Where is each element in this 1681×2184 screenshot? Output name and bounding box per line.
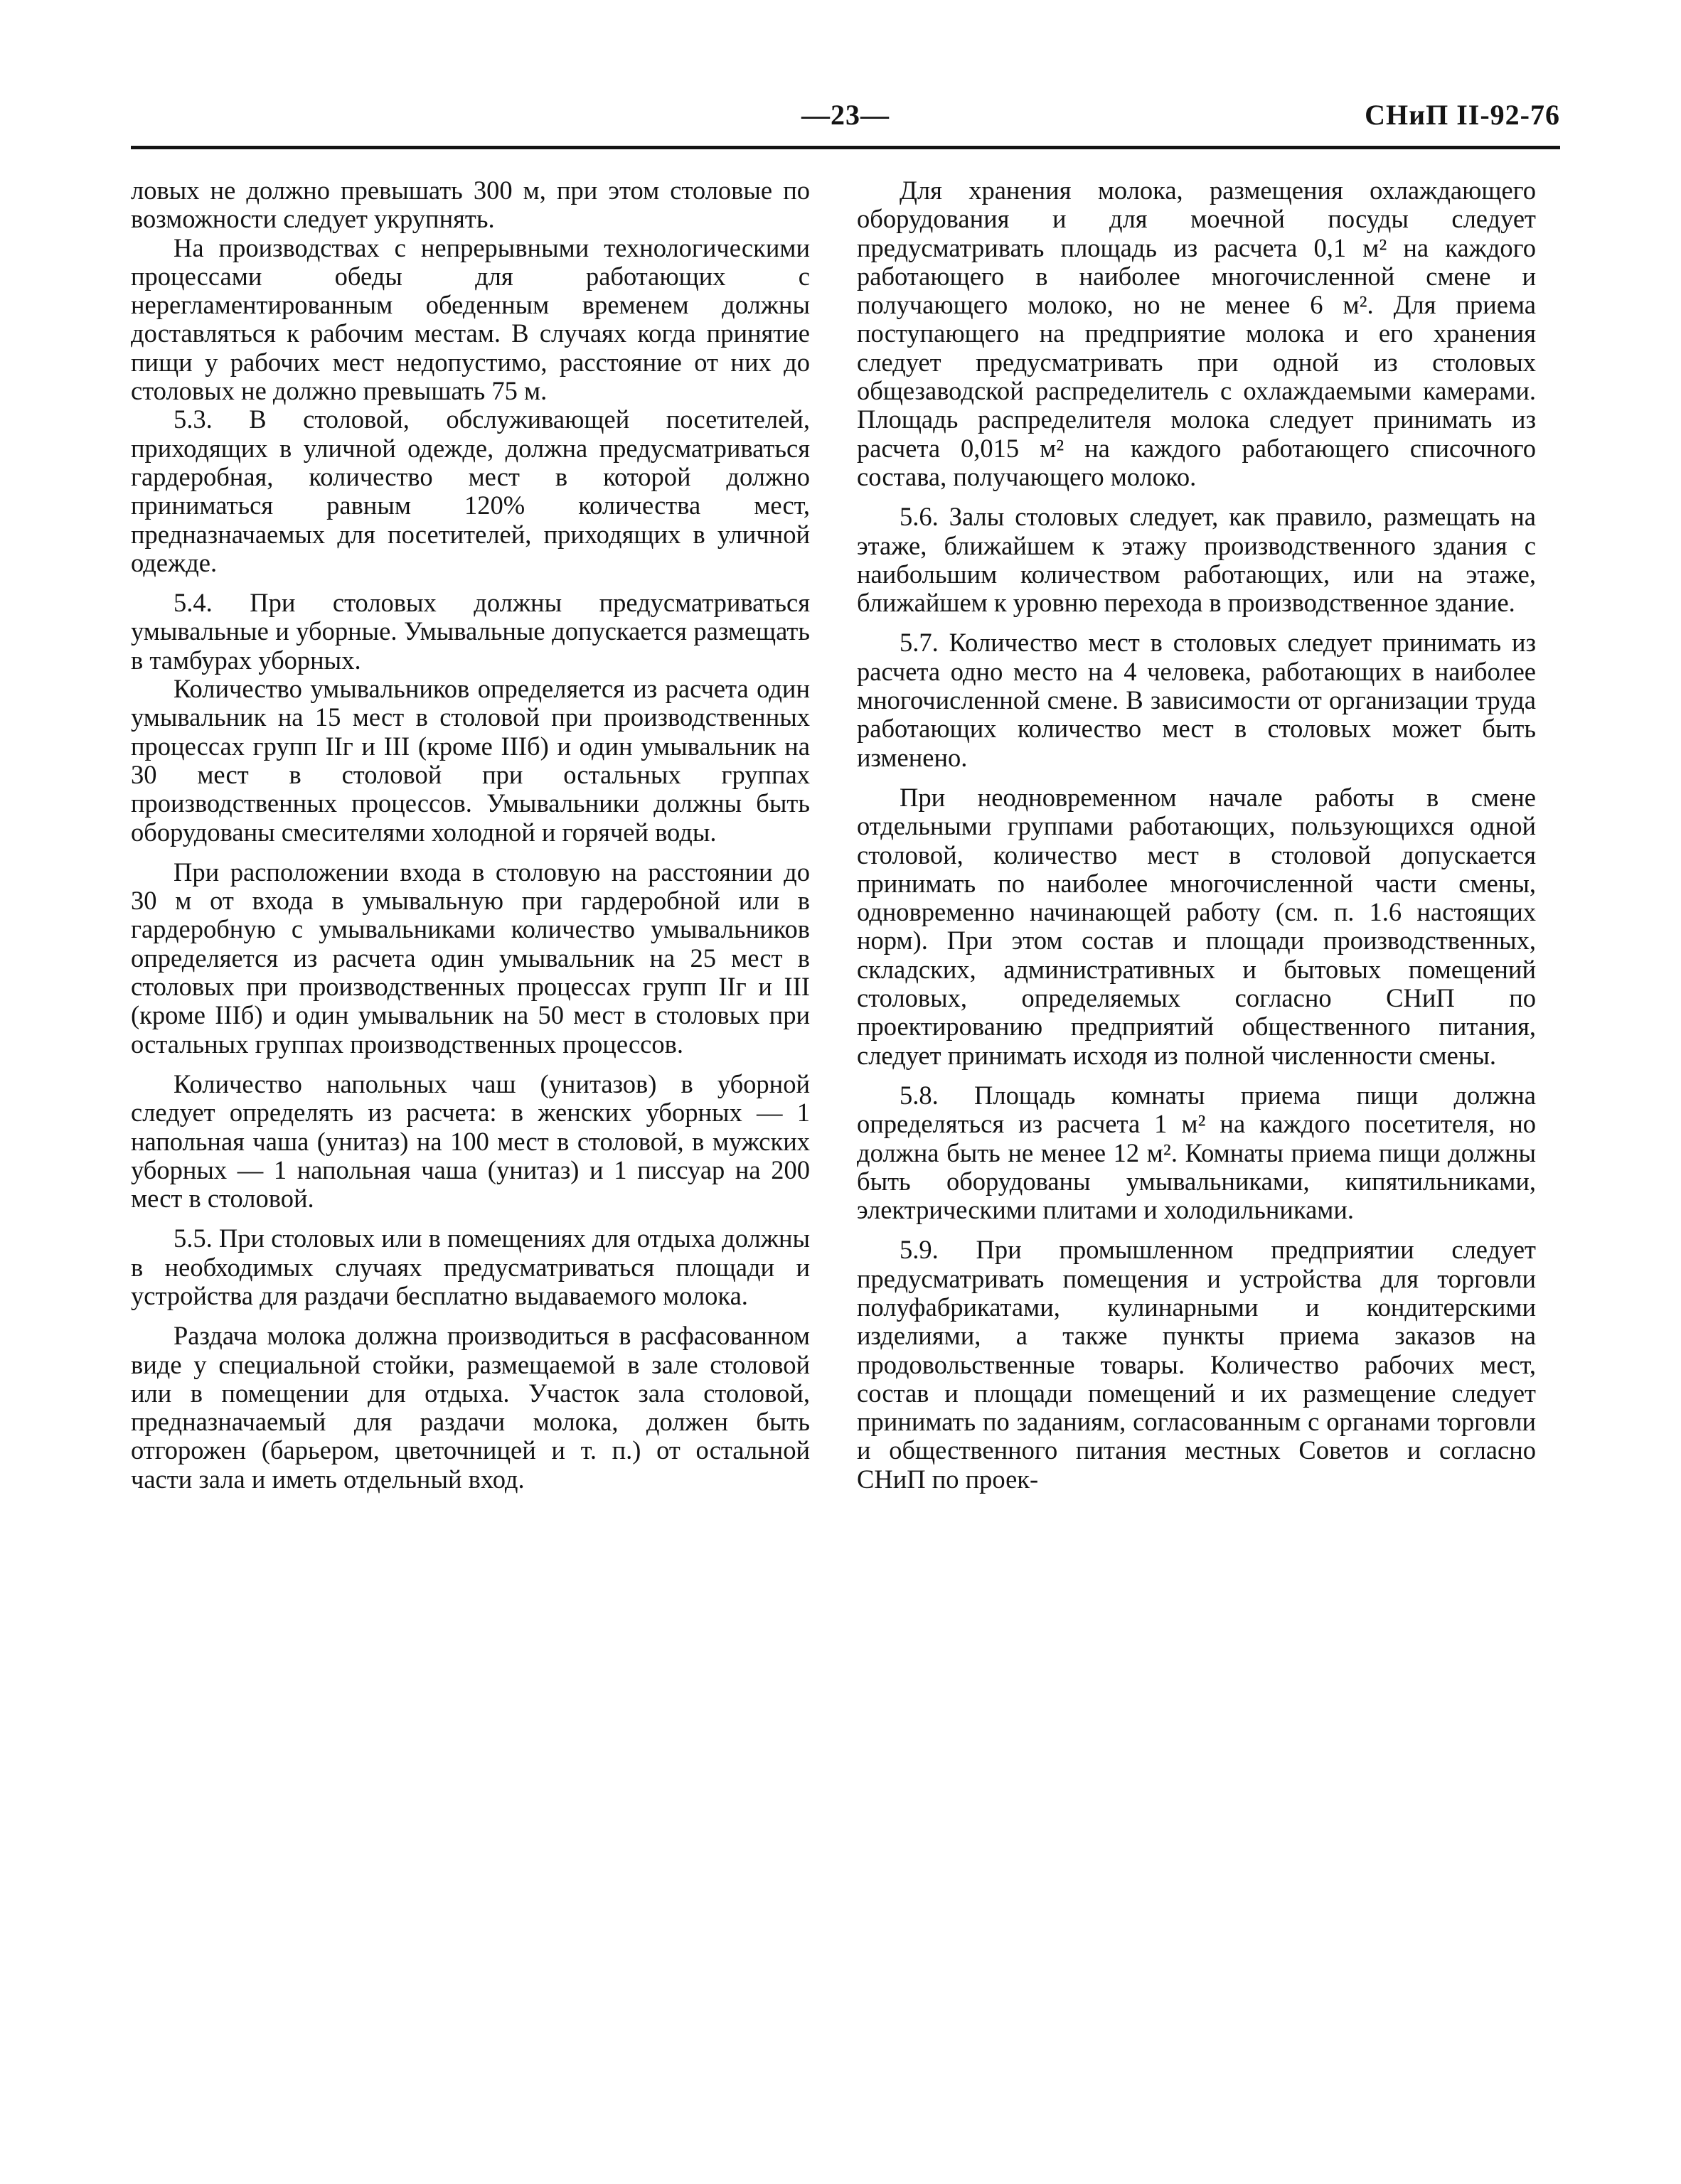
page-header: [131, 98, 1560, 141]
paragraph: На производствах с непрерывными технологическими процессами обеды для работающих с нерегламентированным обеденным временем должны доставляться к рабочим местам. В случаях когда принятие пищи у рабочих мест недопустимо, расстояние от них до столовых не должно превышать 75 м.: [131, 232, 810, 406]
right-column: [857, 176, 1536, 1494]
page-number: —23—: [801, 99, 890, 131]
paragraph: Для хранения молока, размещения охлаждающего оборудования и для моечной посуды следует предусматривать площадь из расчета 0,1 м² на каждого работающего в наиболее многочисленной смене и получающего молоко, но не менее 6 м². Для приема поступающего на предприятие молока и его хранения следует предусматривать при одной из столовых общезаводской распределитель с охлаждаемыми камерами. Площадь распределителя молока следует принимать из расчета 0,015 м² на каждого работающего списочного состава, получающего молоко.: [857, 176, 1536, 491]
paragraph-text: При промышленном предприятии следует предусматривать помещения и устройства для торговли полуфабрикатами, кулинарными и кондитерскими изделиями, а также пункты приема заказов на продовольственные товары. Количество рабочих мест, состав и площади помещений и их размещение следует принимать по заданиям, согласованным с органами торговли и общественного питания местных Советов и согласно СНиП по проек-: [857, 1235, 1537, 1494]
section-paragraph-5-3: [131, 405, 810, 577]
section-paragraph-5-8: [857, 1081, 1536, 1224]
section-number: 5.4.: [174, 588, 213, 618]
paragraph-text: При столовых должны предусматриваться умывальные и уборные. Умывальные допускается размещать в тамбурах уборных.: [131, 588, 810, 675]
section-number: 5.8.: [900, 1080, 939, 1110]
section-paragraph-5-5: [131, 1224, 810, 1310]
section-number: 5.5.: [174, 1224, 213, 1253]
left-column: [131, 176, 810, 1494]
section-number: 5.9.: [900, 1235, 939, 1265]
paragraph-text: При столовых или в помещениях для отдыха должны в необходимых случаях предусматриваться площади и устройства для раздачи бесплатно выдаваемого молока.: [131, 1224, 811, 1310]
paragraph: ловых не должно превышать 300 м, при этом столовые по возможности следует укрупнять.: [131, 176, 810, 234]
section-number: 5.3.: [174, 405, 213, 434]
section-number: 5.6.: [900, 502, 939, 532]
section-number: 5.7.: [900, 628, 939, 658]
paragraph: Раздача молока должна производиться в расфасованном виде у специальной стойки, размещаемой в зале столовой или в помещении для отдыха. Участок зала столовой, предназначаемый для раздачи молока, должен быть отгорожен (барьером, цветочницей и т. п.) от остальной части зала и иметь отдельный вход.: [131, 1321, 810, 1494]
paragraph-text: Площадь комнаты приема пищи должна определяться из расчета 1 м² на каждого посетителя, но должна быть не менее 12 м². Комнаты приема пищи должны быть оборудованы умывальниками, кипятильниками, электрическими плитами и холодильниками.: [857, 1080, 1536, 1225]
paragraph-text: В столовой, обслуживающей посетителей, приходящих в уличной одежде, должна предусматриваться гардеробная, количество мест в которой должно приниматься равным 120% количества мест, предназначаемых для посетителей, приходящих в уличной одежде.: [131, 405, 810, 577]
section-paragraph-5-9: [857, 1236, 1536, 1494]
section-paragraph-5-4: [131, 589, 810, 675]
paragraph: При неодновременном начале работы в смене отдельными группами работающих, пользующихся одной столовой, количество мест в столовой допускается принимать по наиболее многочисленной части смены, одновременно начинающей работу (см. п. 1.6 настоящих норм). При этом состав и площади производственных, складских, административных и бытовых помещений столовых, определяемых согласно СНиП по проектированию предприятий общественного питания, следует принимать исходя из полной численности смены.: [857, 782, 1536, 1070]
paragraph: Количество умывальников определяется из расчета один умывальник на 15 мест в столовой при производственных процессах групп IIг и III (кроме IIIб) и один умывальник на 30 мест в столовой при остальных группах производственных процессов. Умывальники должны быть оборудованы смесителями холодной и горячей воды.: [131, 674, 810, 847]
paragraph: Количество напольных чаш (унитазов) в уборной следует определять из расчета: в женских уборных — 1 напольная чаша (унитаз) на 100 мест в столовой, в мужских уборных — 1 напольная чаша (унитаз) и 1 писсуар на 200 мест в столовой.: [131, 1069, 810, 1214]
header-rule: [131, 146, 1560, 149]
paragraph-text: Количество мест в столовых следует принимать из расчета одно место на 4 человека, работающих в наиболее многочисленной смене. В зависимости от организации труда работающих количество мест в столовых может быть изменено.: [857, 628, 1537, 772]
section-paragraph-5-6: [857, 503, 1536, 617]
paragraph-text: Залы столовых следует, как правило, размещать на этаже, ближайшем к этажу производственного здания с наибольшим количеством работающих, или на этаже, ближайшем к уровню перехода в производственное здание.: [857, 502, 1536, 618]
section-paragraph-5-7: [857, 628, 1536, 771]
paragraph: При расположении входа в столовую на расстоянии до 30 м от входа в умывальную при гардеробной или в гардеробную с умывальниками количество умывальников определяется из расчета один умывальник на 25 мест в столовых при производственных процессах групп IIг и III (кроме IIIб) и один умывальник на 50 мест в столовых при остальных группах производственных процессов.: [131, 857, 810, 1059]
document-code: СНиП II-92-76: [1365, 99, 1560, 131]
